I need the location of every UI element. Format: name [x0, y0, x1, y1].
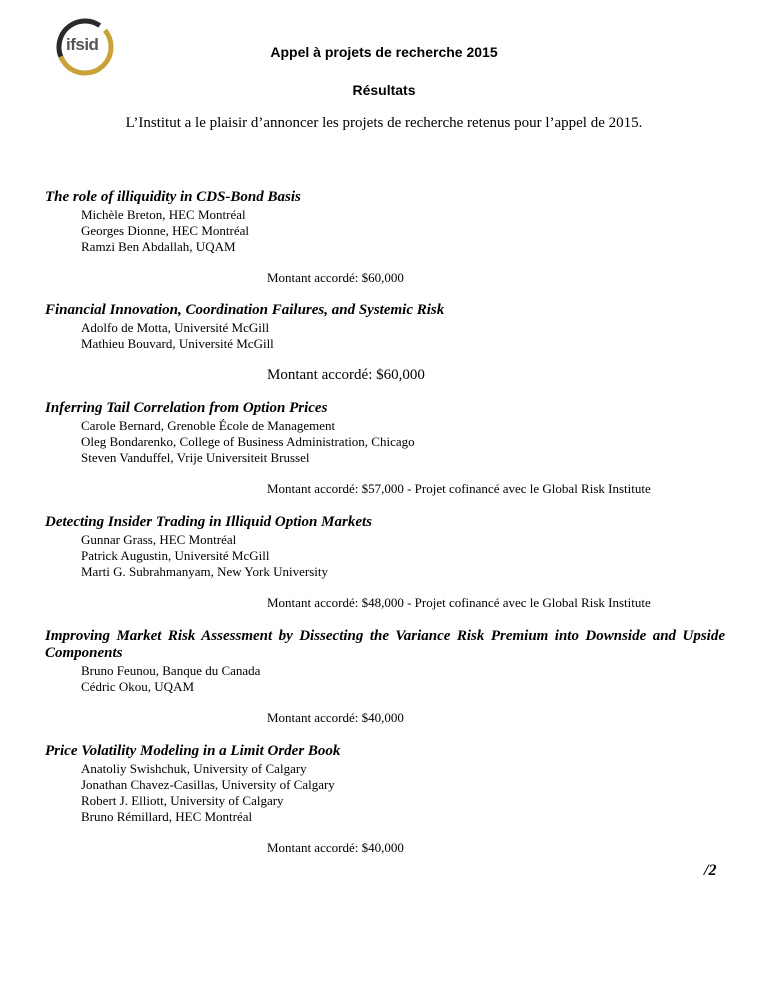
author: Robert J. Elliott, University of Calgary — [81, 793, 284, 808]
page-title: Appel à projets de recherche 2015 — [270, 44, 498, 60]
author: Jonathan Chavez-Casillas, University of Calgary — [81, 777, 335, 792]
project-item — [45, 302, 725, 383]
author-list — [81, 761, 725, 825]
author: Cédric Okou, UQAM — [81, 679, 195, 694]
amount-awarded: Montant accordé: $40,000 — [267, 710, 404, 725]
amount-awarded: Montant accordé: $57,000 - Projet cofinancé avec le Global Risk Institute — [267, 481, 651, 496]
amount-awarded: Montant accordé: $60,000 — [267, 270, 404, 285]
author: Anatoliy Swishchuk, University of Calgary — [81, 761, 307, 776]
author-list — [81, 532, 725, 580]
intro-text: L’Institut a le plaisir d’annoncer les projets de recherche retenus pour l’appel de 2015. — [125, 115, 643, 131]
logo-text: ifsid — [66, 35, 99, 54]
page-number: /2 — [704, 862, 717, 879]
author: Adolfo de Motta, Université McGill — [81, 320, 270, 335]
author-list — [81, 320, 725, 352]
amount-awarded: Montant accordé: $40,000 — [267, 840, 404, 855]
author-list — [81, 207, 725, 255]
author: Gunnar Grass, HEC Montréal — [81, 532, 237, 547]
author: Mathieu Bouvard, Université McGill — [81, 336, 274, 351]
project-title: The role of illiquidity in CDS-Bond Basis — [45, 189, 301, 205]
author: Oleg Bondarenko, College of Business Administration, Chicago — [81, 434, 415, 449]
author-list — [81, 418, 725, 466]
author: Marti G. Subrahmanyam, New York University — [81, 564, 328, 579]
project-title: Financial Innovation, Coordination Failures, and Systemic Risk — [45, 302, 445, 318]
author-list — [81, 663, 725, 695]
project-item — [45, 400, 725, 497]
project-title: Price Volatility Modeling in a Limit Order Book — [45, 743, 341, 759]
project-title: Inferring Tail Correlation from Option Prices — [45, 400, 328, 416]
project-title: Detecting Insider Trading in Illiquid Option Markets — [45, 514, 372, 530]
project-title: Improving Market Risk Assessment by Dissecting the Variance Risk Premium into Downside and Upside Components — [45, 628, 725, 661]
author: Carole Bernard, Grenoble École de Management — [81, 418, 336, 433]
amount-awarded: Montant accordé: $60,000 — [267, 367, 425, 383]
project-item — [45, 628, 725, 726]
page-subtitle: Résultats — [352, 82, 416, 98]
author: Steven Vanduffel, Vrije Universiteit Brussel — [81, 450, 310, 465]
author: Bruno Feunou, Banque du Canada — [81, 663, 261, 678]
author: Bruno Rémillard, HEC Montréal — [81, 809, 253, 824]
project-item — [45, 514, 725, 611]
project-item — [45, 189, 725, 286]
author: Patrick Augustin, Université McGill — [81, 548, 270, 563]
amount-awarded: Montant accordé: $48,000 - Projet cofinancé avec le Global Risk Institute — [267, 595, 651, 610]
author: Georges Dionne, HEC Montréal — [81, 223, 250, 238]
author: Ramzi Ben Abdallah, UQAM — [81, 239, 236, 254]
author: Michèle Breton, HEC Montréal — [81, 207, 246, 222]
project-item — [45, 743, 725, 856]
